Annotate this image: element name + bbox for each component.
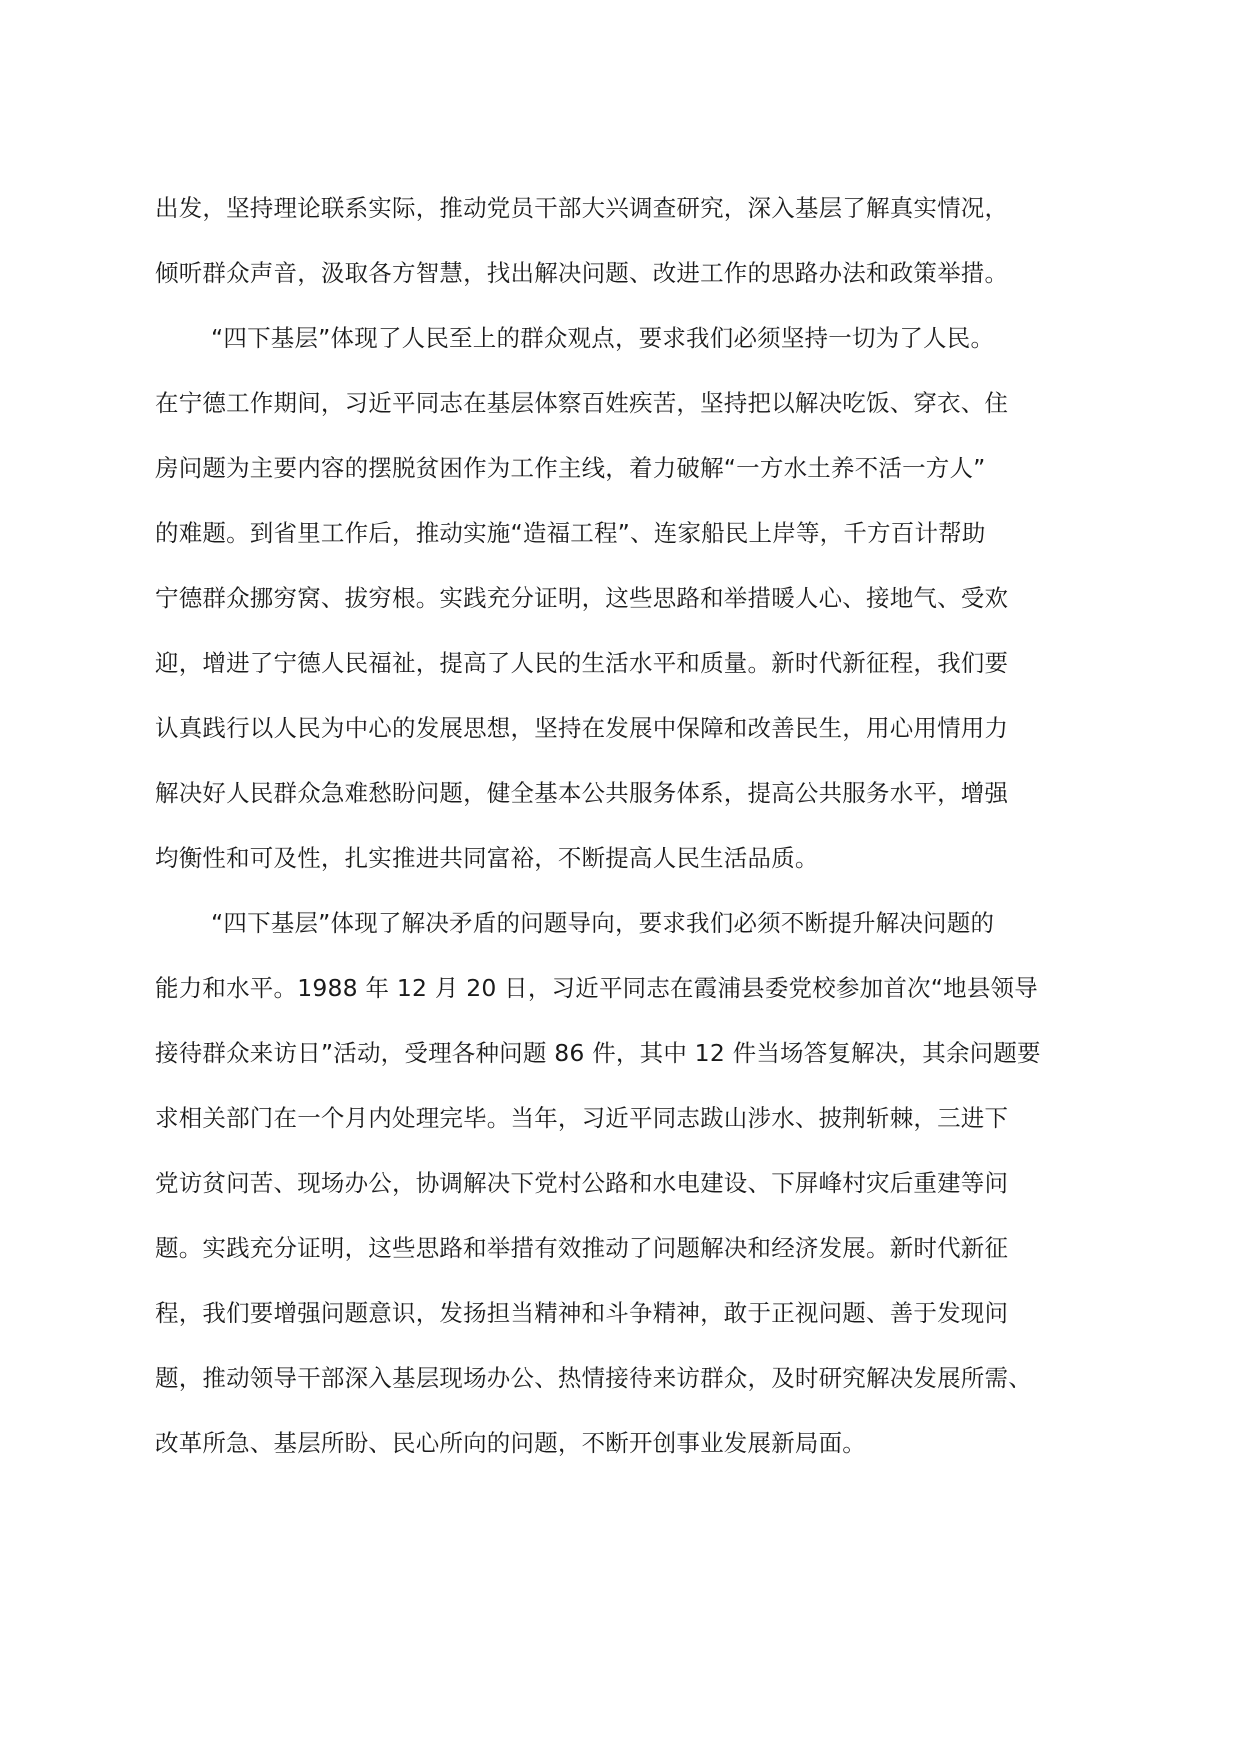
text-line: 均衡性和可及性，扎实推进共同富裕，不断提高人民生活品质。 xyxy=(155,844,819,872)
text-line: 迎，增进了宁德人民福祉，提高了人民的生活水平和质量。新时代新征程，我们要 xyxy=(155,649,1009,677)
text-line: 接待群众来访日”活动，受理各种问题 86 件，其中 12 件当场答复解决，其余问题要 xyxy=(155,1039,1041,1067)
text-line: 求相关部门在一个月内处理完毕。当年，习近平同志跋山涉水、披荆斩棘，三进下 xyxy=(155,1104,1009,1132)
text-line: 党访贫问苦、现场办公，协调解决下党村公路和水电建设、下屏峰村灾后重建等问 xyxy=(155,1169,1009,1197)
paragraph-first-line: “四下基层”体现了人民至上的群众观点，要求我们必须坚持一切为了人民。 xyxy=(211,324,995,352)
text-line: 解决好人民群众急难愁盼问题，健全基本公共服务体系，提高公共服务水平，增强 xyxy=(155,779,1009,807)
text-line: 程，我们要增强问题意识，发扬担当精神和斗争精神，敢于正视问题、善于发现问 xyxy=(155,1299,1009,1327)
text-line: 房问题为主要内容的摆脱贫困作为工作主线，着力破解“一方水土养不活一方人” xyxy=(155,454,986,482)
text-line: 的难题。到省里工作后，推动实施“造福工程”、连家船民上岸等，千方百计帮助 xyxy=(155,519,986,547)
text-line: 题，推动领导干部深入基层现场办公、热情接待来访群众，及时研究解决发展所需、 xyxy=(155,1364,1032,1392)
text-line: 倾听群众声音，汲取各方智慧，找出解决问题、改进工作的思路办法和政策举措。 xyxy=(155,259,1009,287)
text-line: 在宁德工作期间，习近平同志在基层体察百姓疾苦，坚持把以解决吃饭、穿衣、住 xyxy=(155,389,1009,417)
text-line: 认真践行以人民为中心的发展思想，坚持在发展中保障和改善民生，用心用情用力 xyxy=(155,714,1009,742)
text-line: 出发，坚持理论联系实际，推动党员干部大兴调查研究，深入基层了解真实情况， xyxy=(155,194,1009,222)
text-line: 题。实践充分证明，这些思路和举措有效推动了问题解决和经济发展。新时代新征 xyxy=(155,1234,1009,1262)
text-line: 能力和水平。1988 年 12 月 20 日，习近平同志在霞浦县委党校参加首次“地县领导 xyxy=(155,974,1038,1002)
paragraph-first-line: “四下基层”体现了解决矛盾的问题导向，要求我们必须不断提升解决问题的 xyxy=(211,909,995,937)
text-line: 宁德群众挪穷窝、拔穷根。实践充分证明，这些思路和举措暖人心、接地气、受欢 xyxy=(155,584,1009,612)
text-line: 改革所急、基层所盼、民心所向的问题，不断开创事业发展新局面。 xyxy=(155,1429,866,1457)
